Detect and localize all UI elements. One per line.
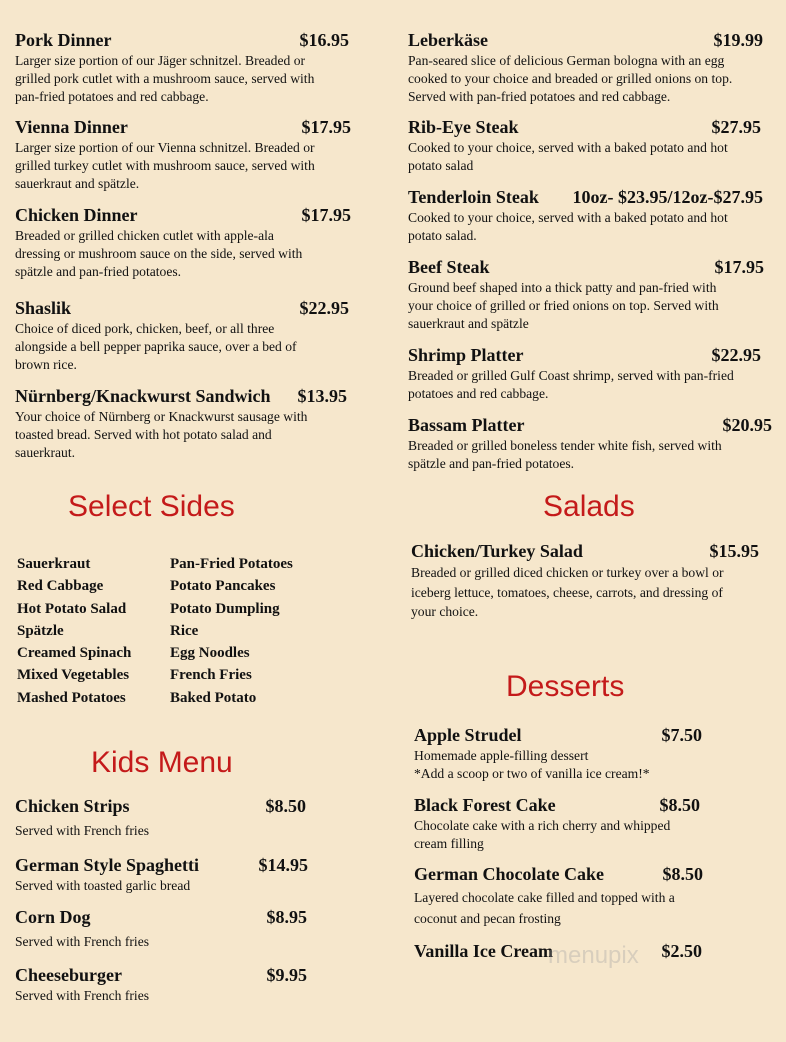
item-name: Vienna Dinner [15, 117, 128, 137]
item-description: Layered chocolate cake filled and topped with a coconut and pecan frosting [414, 890, 675, 926]
item-name: German Style Spaghetti [15, 855, 199, 875]
menu-item [408, 415, 772, 473]
item-price: $20.95 [722, 415, 772, 435]
menu-item [414, 864, 703, 929]
menu-item [15, 30, 349, 106]
item-price: $2.50 [661, 941, 702, 961]
item-price: $27.95 [711, 117, 761, 137]
side-item: Red Cabbage [17, 578, 104, 595]
menu-item [15, 205, 351, 281]
side-item: Rice [170, 622, 199, 639]
menu-item [408, 345, 761, 403]
item-description: Ground beef shaped into a thick patty and pan-fried with your choice of grilled or fried onions on top. Served with sauerkraut and spätzle [408, 280, 719, 331]
menu-item [414, 795, 700, 853]
menu-item [408, 257, 764, 333]
item-name: German Chocolate Cake [414, 864, 604, 884]
item-price: $22.95 [711, 345, 761, 365]
side-item: Baked Potato [170, 689, 257, 706]
menu-item [15, 855, 308, 895]
item-name: Tenderloin Steak [408, 187, 539, 207]
watermark: menupix [548, 942, 639, 969]
item-name: Shrimp Platter [408, 345, 524, 365]
menu-item [411, 541, 759, 622]
item-description: Breaded or grilled chicken cutlet with apple-ala dressing or mushroom sauce on the side, served with spätzle and pan-fried potatoes. [15, 228, 303, 279]
item-description: Larger size portion of our Jäger schnitzel. Breaded or grilled pork cutlet with a mushroom sauce, served with pan-fried potatoes and red cabbage. [15, 53, 315, 104]
item-price: $8.50 [662, 864, 703, 884]
item-name: Bassam Platter [408, 415, 525, 435]
item-price: $19.99 [713, 30, 763, 50]
item-price: $17.95 [301, 205, 351, 225]
item-price: $9.95 [266, 965, 307, 985]
item-description: Breaded or grilled boneless tender white fish, served with spätzle and pan-fried potatoes. [408, 438, 722, 471]
side-item: Mashed Potatoes [17, 689, 126, 706]
side-item: Pan-Fried Potatoes [170, 556, 293, 572]
menu-item [15, 907, 307, 951]
item-name: Black Forest Cake [414, 795, 556, 815]
item-price: $22.95 [299, 298, 349, 318]
menu-item [408, 117, 761, 175]
menu-item [15, 386, 347, 462]
side-item: Sauerkraut [17, 556, 91, 572]
section-heading-desserts: Desserts [506, 670, 625, 703]
item-description: Choice of diced pork, chicken, beef, or all three alongside a bell pepper paprika sauce, over a bed of brown rice. [15, 321, 297, 372]
menu-item [408, 187, 763, 245]
item-name: Chicken Dinner [15, 205, 138, 225]
item-name: Cheeseburger [15, 965, 122, 985]
item-price: $17.95 [714, 257, 764, 277]
item-description: Larger size portion of our Vienna schnitzel. Breaded or grilled turkey cutlet with mushroom sauce, served with sauerkraut and spätzle. [15, 140, 315, 191]
item-price: $14.95 [258, 855, 308, 875]
item-name: Leberkäse [408, 30, 488, 50]
side-item: Potato Dumpling [170, 600, 280, 617]
side-item: French Fries [170, 667, 252, 684]
menu-item [414, 725, 702, 783]
side-item: Creamed Spinach [17, 645, 132, 662]
side-item: Egg Noodles [170, 645, 250, 662]
side-item: Mixed Vegetables [17, 667, 130, 684]
menu-item [15, 796, 306, 840]
sides-column-2 [170, 553, 293, 709]
item-price: $8.50 [265, 796, 306, 816]
item-name: Shaslik [15, 298, 72, 318]
item-description: Served with French fries [15, 823, 150, 838]
section-heading-kids: Kids Menu [91, 746, 233, 779]
item-description: Served with French fries [15, 988, 150, 1003]
item-price: $7.50 [661, 725, 702, 745]
item-description: Breaded or grilled Gulf Coast shrimp, served with pan-fried potatoes and red cabbage. [408, 368, 734, 401]
item-name: Vanilla Ice Cream [414, 941, 553, 961]
item-name: Apple Strudel [414, 725, 522, 745]
side-item: Hot Potato Salad [17, 600, 127, 617]
item-price: $8.95 [266, 907, 307, 927]
item-name: Chicken Strips [15, 796, 130, 816]
item-price: $13.95 [297, 386, 347, 406]
item-description: Cooked to your choice, served with a baked potato and hot potato salad. [408, 210, 728, 243]
item-description: Homemade apple-filling dessert *Add a scoop or two of vanilla ice cream!* [414, 748, 650, 781]
item-description: Served with French fries [15, 934, 150, 949]
item-description: Pan-seared slice of delicious German bologna with an egg cooked to your choice and breaded or grilled onions on top. Served with pan-fried potatoes and red cabbage. [408, 53, 733, 104]
sides-column-1 [17, 553, 131, 709]
section-heading-sides: Select Sides [68, 490, 235, 523]
item-price: $17.95 [301, 117, 351, 137]
section-heading-salads: Salads [543, 490, 635, 523]
item-price: $15.95 [709, 541, 759, 561]
item-name: Pork Dinner [15, 30, 112, 50]
item-name: Corn Dog [15, 907, 91, 927]
item-description: Cooked to your choice, served with a baked potato and hot potato salad [408, 140, 728, 173]
item-price: $8.50 [659, 795, 700, 815]
menu-item [15, 117, 351, 193]
item-name: Beef Steak [408, 257, 490, 277]
side-item: Spätzle [17, 622, 64, 639]
menu-item [15, 298, 349, 374]
item-description: Your choice of Nürnberg or Knackwurst sausage with toasted bread. Served with hot potato salad and sauerkraut. [15, 409, 308, 460]
item-name: Nürnberg/Knackwurst Sandwich [15, 386, 271, 406]
menu-item [15, 965, 307, 1005]
item-price: 10oz- $23.95/12oz-$27.95 [572, 187, 763, 207]
item-description: Breaded or grilled diced chicken or turkey over a bowl or iceberg lettuce, tomatoes, cheese, carrots, and dressing of your choice. [411, 565, 724, 619]
item-description: Chocolate cake with a rich cherry and whipped cream filling [414, 818, 671, 851]
side-item: Potato Pancakes [170, 578, 276, 595]
item-price: $16.95 [299, 30, 349, 50]
item-name: Chicken/Turkey Salad [411, 541, 583, 561]
item-name: Rib-Eye Steak [408, 117, 519, 137]
item-description: Served with toasted garlic bread [15, 878, 191, 893]
menu-item [408, 30, 763, 106]
